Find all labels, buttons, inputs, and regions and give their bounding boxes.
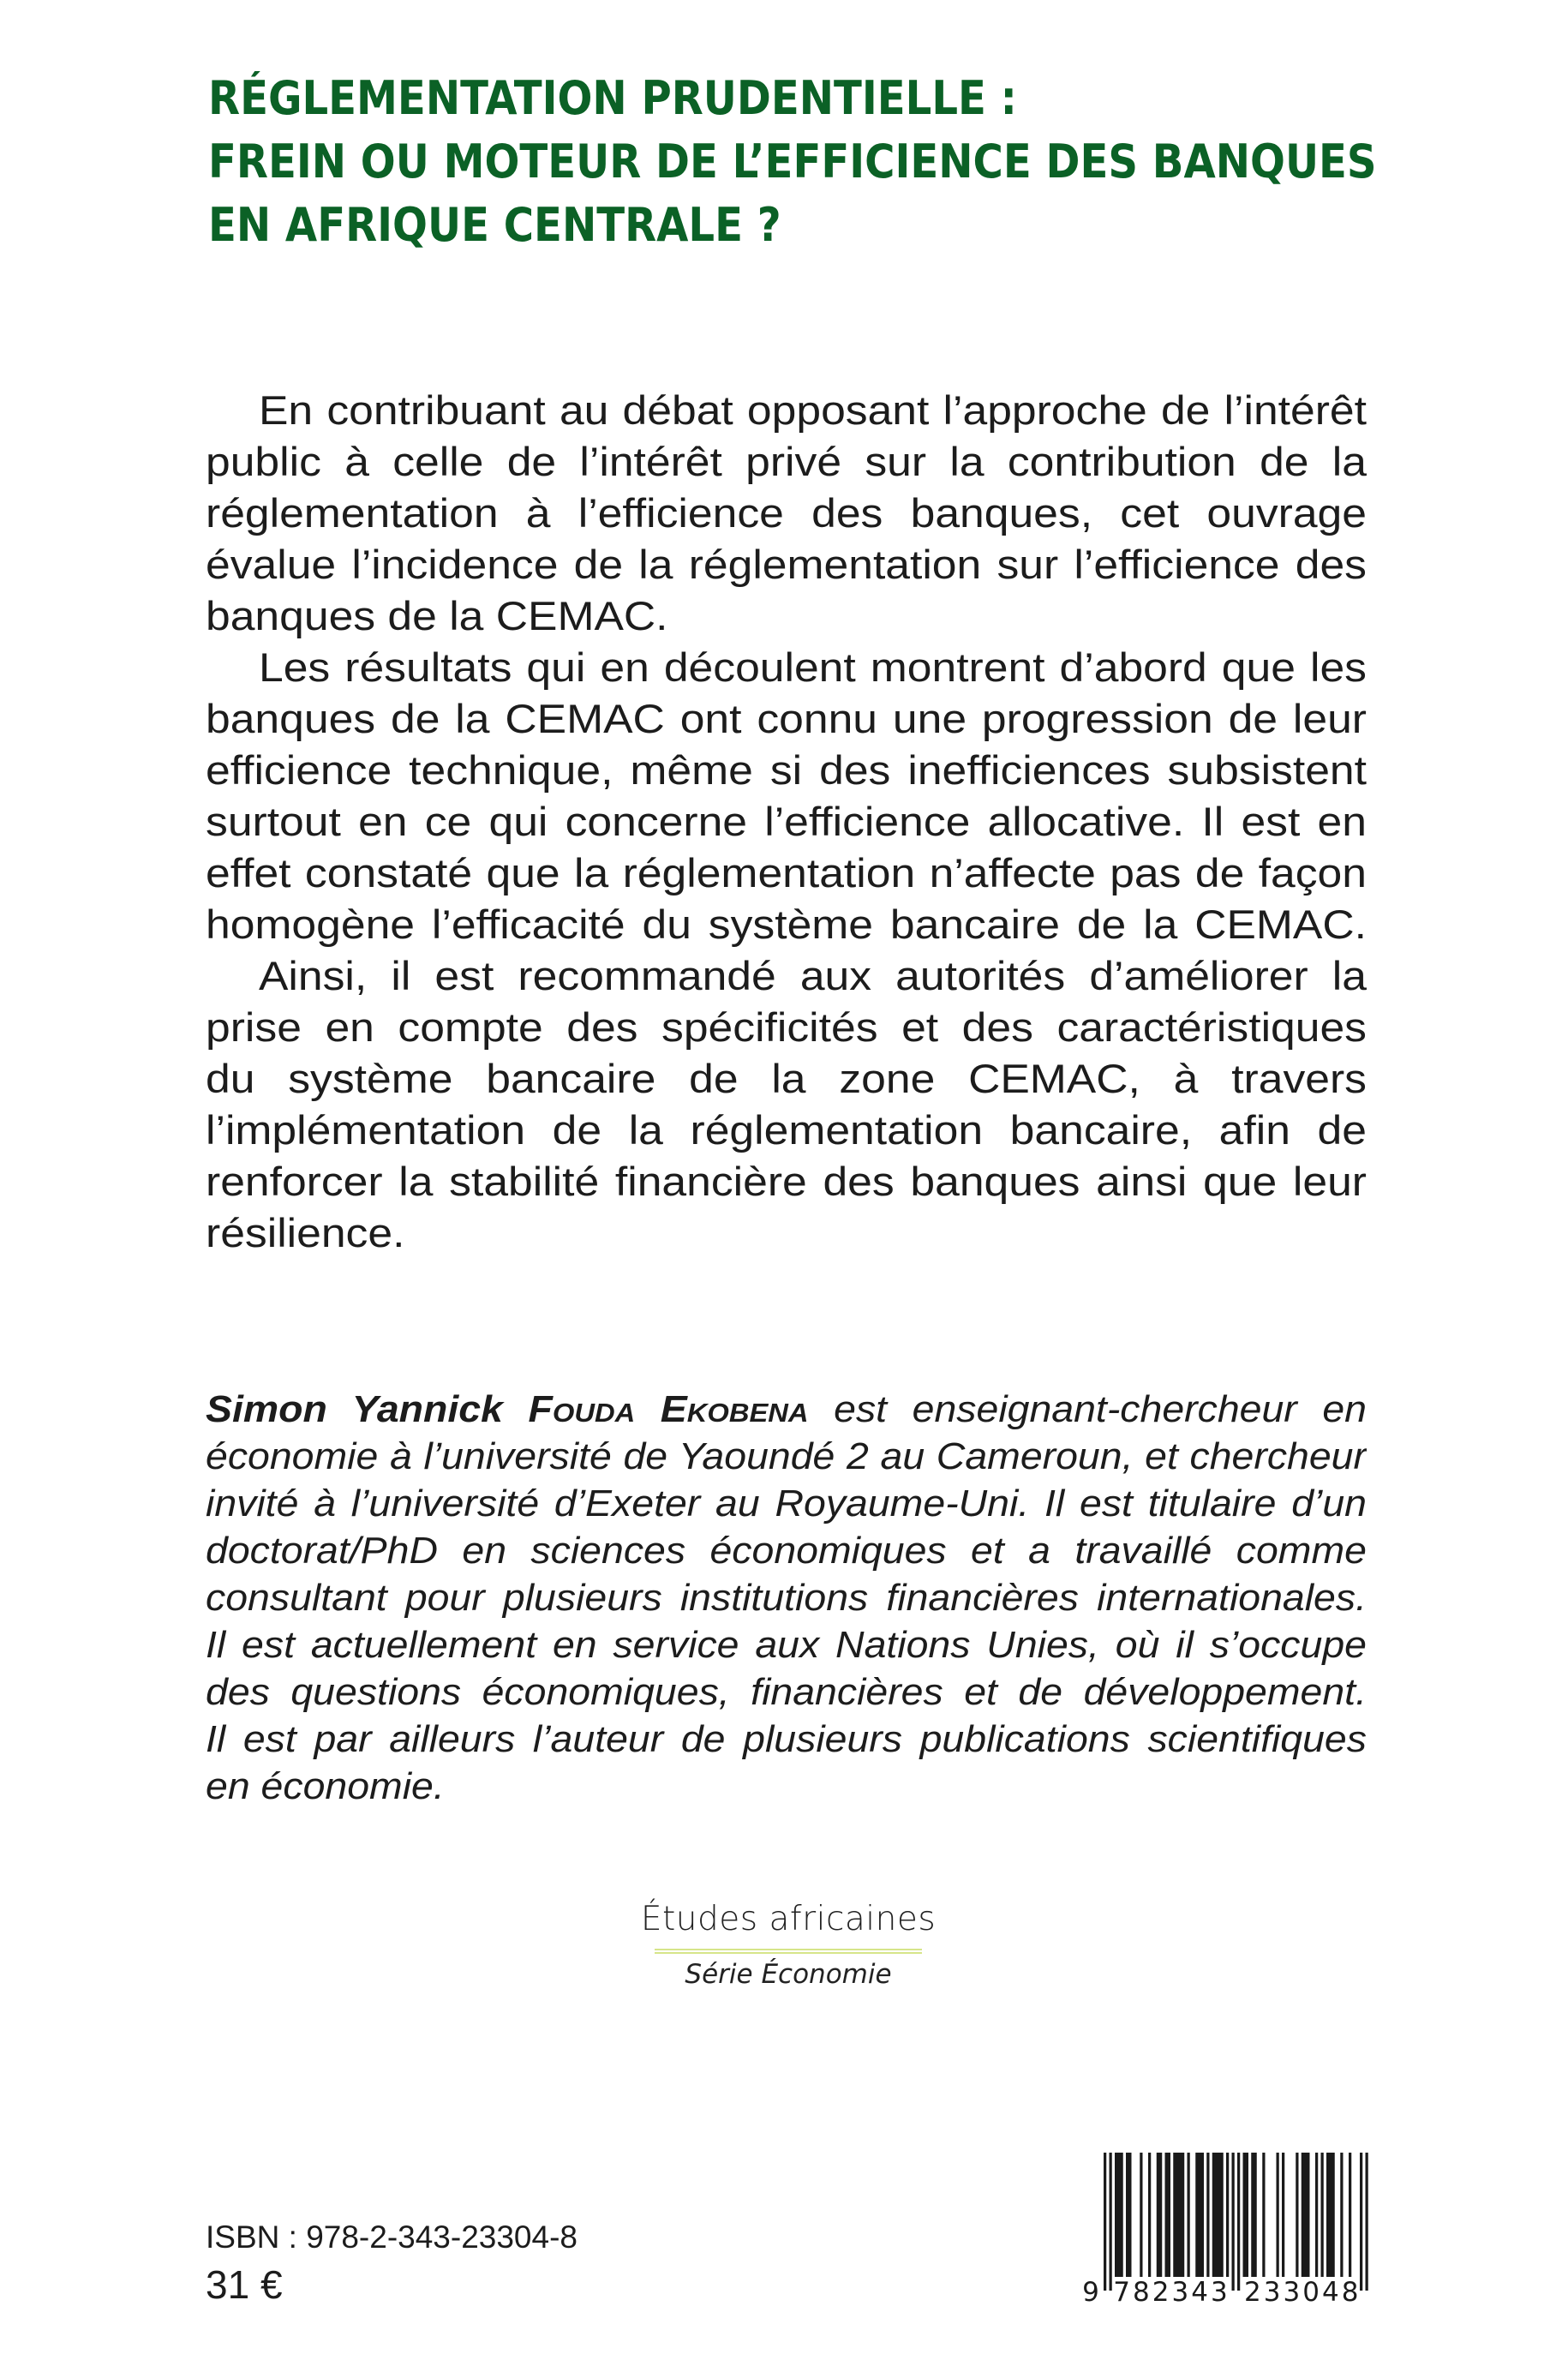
series-logo — [600, 1897, 977, 1990]
isbn-label: ISBN : 978-2-343-23304-8 — [206, 2219, 578, 2255]
svg-text:9: 9 — [1082, 2277, 1099, 2308]
series-name: Études africaines — [640, 1900, 937, 1938]
title-line-3: EN AFRIQUE CENTRALE ? — [208, 198, 781, 252]
svg-text:4: 4 — [1191, 2277, 1208, 2308]
summary-line: Ainsi, il est recommandé aux autorités d’améliorer la — [258, 953, 1367, 998]
summary-line: réglementation à l’efficience des banques, cet ouvrage — [206, 490, 1367, 536]
title-line-1: RÉGLEMENTATION PRUDENTIELLE : — [208, 71, 1017, 125]
ean13-barcode — [1075, 2142, 1384, 2314]
bio-line: doctorat/PhD en sciences économiques et a travaillé comme — [206, 1530, 1367, 1572]
bio-line: des questions économiques, financières et de développement. — [206, 1671, 1367, 1713]
svg-text:3: 3 — [1171, 2277, 1189, 2308]
bio-line: invité à l’université d’Exeter au Royaume-Uni. Il est titulaire d’un — [206, 1483, 1367, 1524]
bio-line: consultant pour plusieurs institutions financières internationales. — [206, 1577, 1367, 1619]
svg-text:7: 7 — [1113, 2277, 1130, 2308]
bio-line: Il est par ailleurs l’auteur de plusieurs publications scientifiques — [206, 1718, 1367, 1760]
bio-line: en économie. — [206, 1765, 445, 1807]
series-double-rule — [655, 1949, 922, 1954]
summary-line: efficience technique, même si des inefficiences subsistent — [206, 747, 1367, 793]
svg-text:8: 8 — [1341, 2277, 1359, 2308]
svg-text:0: 0 — [1302, 2277, 1320, 2308]
summary-line: l’implémentation de la réglementation bancaire, afin de — [206, 1107, 1367, 1153]
series-rule-line — [655, 1952, 922, 1954]
title-line-2: FREIN OU MOTEUR DE L’EFFICIENCE DES BANQUES — [208, 135, 1377, 189]
summary-line: En contribuant au débat opposant l’approche de l’intérêt — [258, 387, 1367, 433]
svg-text:3: 3 — [1211, 2277, 1228, 2308]
summary-line: Les résultats qui en découlent montrent d’abord que les — [258, 644, 1367, 690]
summary-line: du système bancaire de la zone CEMAC, à travers — [206, 1056, 1367, 1101]
summary-line: prise en compte des spécificités et des caractéristiques — [206, 1004, 1367, 1050]
summary-line: surtout en ce qui concerne l’efficience allocative. Il est en — [206, 799, 1367, 844]
barcode-icon — [1075, 2142, 1384, 2314]
author-surname: Fouda Ekobena — [528, 1388, 809, 1430]
book-title — [208, 67, 1408, 257]
price-label: 31 € — [206, 2262, 283, 2307]
summary-line: public à celle de l’intérêt privé sur la contribution de la — [206, 439, 1367, 484]
bio-line: économie à l’université de Yaoundé 2 au Cameroun, et chercheur — [206, 1435, 1367, 1477]
series-rule-line — [655, 1949, 922, 1950]
svg-text:4: 4 — [1322, 2277, 1339, 2308]
bio-first-line-rest: est enseignant-chercheur en — [834, 1388, 1367, 1430]
svg-text:3: 3 — [1283, 2277, 1301, 2308]
summary-line: effet constaté que la réglementation n’affecte pas de façon — [206, 850, 1367, 895]
series-subseries: Série Économie — [685, 1959, 892, 1990]
svg-text:3: 3 — [1263, 2277, 1281, 2308]
svg-text:2: 2 — [1152, 2277, 1170, 2308]
bio-line-1 — [206, 1386, 1367, 1433]
summary-line: évalue l’incidence de la réglementation sur l’efficience des — [206, 542, 1367, 587]
author-name — [206, 1388, 809, 1430]
summary-line: renforcer la stabilité financière des banques ainsi que leur — [206, 1159, 1367, 1204]
summary-line: résilience. — [206, 1210, 405, 1255]
summary-line: banques de la CEMAC. — [206, 593, 668, 638]
summary-line: banques de la CEMAC ont connu une progression de leur — [206, 696, 1367, 741]
bio-line: Il est actuellement en service aux Nations Unies, où il s’occupe — [206, 1624, 1367, 1666]
summary-line: homogène l’efficacité du système bancaire de la CEMAC. — [206, 901, 1367, 947]
svg-text:2: 2 — [1244, 2277, 1261, 2308]
svg-text:8: 8 — [1133, 2277, 1150, 2308]
author-first-names: Simon Yannick — [206, 1388, 503, 1430]
